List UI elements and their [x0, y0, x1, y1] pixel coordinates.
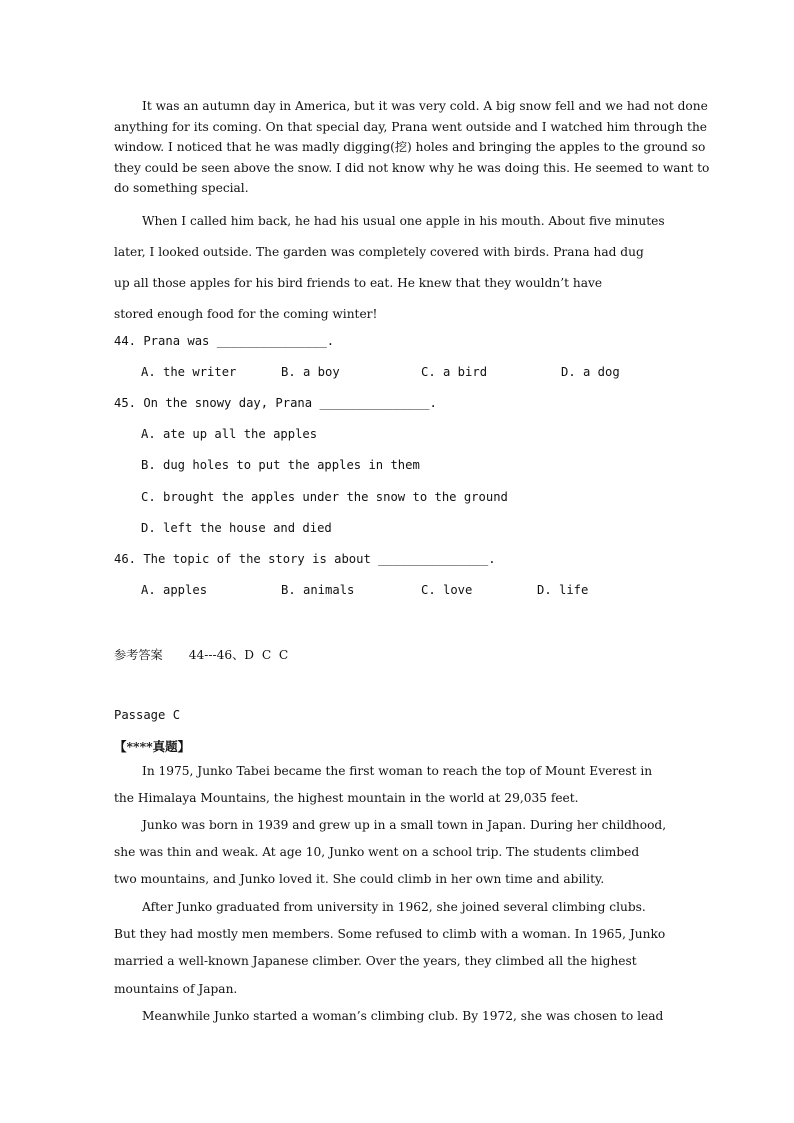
- text-line: they could be seen above the snow. I did not know why he was doing this. He seemed to want to: [114, 160, 710, 175]
- option-45-b: B. dug holes to put the apples in them: [141, 458, 420, 472]
- passage-c-paragraph-3: [114, 894, 688, 1003]
- text-line: After Junko graduated from university in 1962, she joined several climbing clubs.: [142, 900, 646, 914]
- text-line: window. I noticed that he was madly digging(挖) holes and bringing the apples to the ground so: [114, 140, 706, 155]
- passage-c-paragraph-2: [114, 812, 688, 894]
- story-paragraph-1: [114, 96, 710, 199]
- option-46-b: B. animals: [281, 583, 355, 597]
- source-tag: 【****真题】: [114, 739, 191, 754]
- option-44-c: C. a bird: [421, 365, 488, 379]
- text-line: In 1975, Junko Tabei became the first woman to reach the top of Mount Everest in: [142, 764, 653, 778]
- text-line: two mountains, and Junko loved it. She could climb in her own time and ability.: [114, 872, 605, 887]
- option-44-a: A. the writer: [141, 365, 237, 379]
- text-line: It was an autumn day in America, but it was very cold. A big snow fell and we had not done: [142, 99, 708, 113]
- text-line: she was thin and weak. At age 10, Junko went on a school trip. The students climbed: [114, 845, 640, 860]
- question-46: 46. The topic of the story is about _______________.: [114, 552, 496, 566]
- passage-c-paragraph-4: [114, 1003, 688, 1030]
- text-line: When I called him back, he had his usual one apple in his mouth. About five minutes: [142, 214, 665, 228]
- text-line: the Himalaya Mountains, the highest mountain in the world at 29,035 feet.: [114, 791, 579, 806]
- answer-value: 44---46、D C C: [188, 648, 289, 662]
- story-paragraph-2: [114, 206, 710, 330]
- option-45-c: C. brought the apples under the snow to the ground: [141, 490, 508, 504]
- text-line: anything for its coming. On that special day, Prana went outside and I watched him through the: [114, 119, 708, 134]
- question-45: 45. On the snowy day, Prana _______________.: [114, 396, 437, 410]
- answer-label: 参考答案: [114, 648, 163, 662]
- option-44-b: B. a boy: [281, 365, 340, 379]
- option-45-d: D. left the house and died: [141, 521, 332, 535]
- option-46-c: C. love: [421, 583, 473, 597]
- text-line: do something special.: [114, 181, 249, 196]
- text-line: But they had mostly men members. Some refused to climb with a woman. In 1965, Junko: [114, 927, 666, 942]
- passage-c-paragraph-1: [114, 758, 688, 812]
- text-line: Meanwhile Junko started a woman’s climbing club. By 1972, she was chosen to lead: [142, 1009, 664, 1023]
- answer-key: [114, 646, 288, 663]
- text-line: up all those apples for his bird friends to eat. He knew that they wouldn’t have: [114, 276, 603, 290]
- text-line: married a well-known Japanese climber. Over the years, they climbed all the highest: [114, 954, 637, 969]
- text-line: mountains of Japan.: [114, 981, 238, 996]
- option-44-d: D. a dog: [561, 365, 620, 379]
- option-45-a: A. ate up all the apples: [141, 427, 318, 441]
- text-line: later, I looked outside. The garden was completely covered with birds. Prana had dug: [114, 245, 644, 259]
- passage-title: Passage C: [114, 708, 181, 722]
- option-46-a: A. apples: [141, 583, 208, 597]
- option-46-d: D. life: [537, 583, 589, 597]
- text-line: stored enough food for the coming winter!: [114, 307, 378, 321]
- question-44: 44. Prana was _______________.: [114, 334, 335, 348]
- text-line: Junko was born in 1939 and grew up in a small town in Japan. During her childhood,: [142, 818, 667, 832]
